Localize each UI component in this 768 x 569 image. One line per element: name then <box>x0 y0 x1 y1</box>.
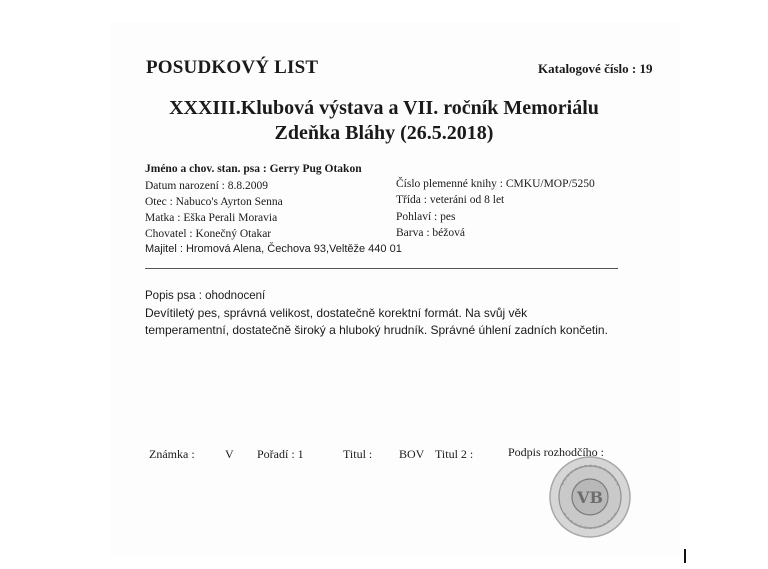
catalog-number: Katalogové číslo : 19 <box>538 61 653 76</box>
event-title-line-1: XXXIII.Klubová výstava a VII. ročník Memoriálu <box>169 97 599 119</box>
rank: Pořadí : 1 <box>257 447 304 461</box>
evaluation-text <box>145 305 608 339</box>
judge-signature-label: Podpis rozhodčího : <box>508 445 604 459</box>
mother: Matka : Eška Perali Moravia <box>145 212 278 224</box>
dog-name: Jméno a chov. stan. psa : Gerry Pug Otakon <box>145 163 362 175</box>
event-title-line-2: Zdeňka Bláhy (26.5.2018) <box>274 122 494 144</box>
coat-color: Barva : béžová <box>396 227 465 239</box>
evaluation-line-2: temperamentní, dostatečně široký a hluboký hrudník. Správné úhlení zadních končetin. <box>145 323 608 337</box>
wax-seal-stamp <box>548 455 632 539</box>
document-title: POSUDKOVÝ LIST <box>146 57 319 78</box>
sex: Pohlaví : pes <box>396 211 456 223</box>
grade-value: V <box>225 447 234 461</box>
studbook-number: Číslo plemenné knihy : CMKU/MOP/5250 <box>396 178 595 190</box>
title-label: Titul : <box>343 447 373 461</box>
birth-date: Datum narození : 8.8.2009 <box>145 180 268 192</box>
divider <box>145 268 618 269</box>
grade-label: Známka : <box>149 447 195 461</box>
evaluation-line-1: Devítiletý pes, správná velikost, dostatečně korektní formát. Na svůj věk <box>145 306 528 320</box>
title-value: BOV <box>399 447 425 461</box>
text-cursor-mark <box>684 549 686 563</box>
show-class: Třída : veteráni od 8 let <box>396 194 505 206</box>
title2-label: Titul 2 : <box>435 447 474 461</box>
father: Otec : Nabuco's Ayrton Senna <box>145 196 283 208</box>
evaluation-label: Popis psa : ohodnocení <box>145 290 266 302</box>
breeder: Chovatel : Konečný Otakar <box>145 228 272 240</box>
owner: Majitel : Hromová Alena, Čechova 93,Veltěže 440 01 <box>145 243 402 255</box>
seal-monogram: VB <box>577 488 603 507</box>
